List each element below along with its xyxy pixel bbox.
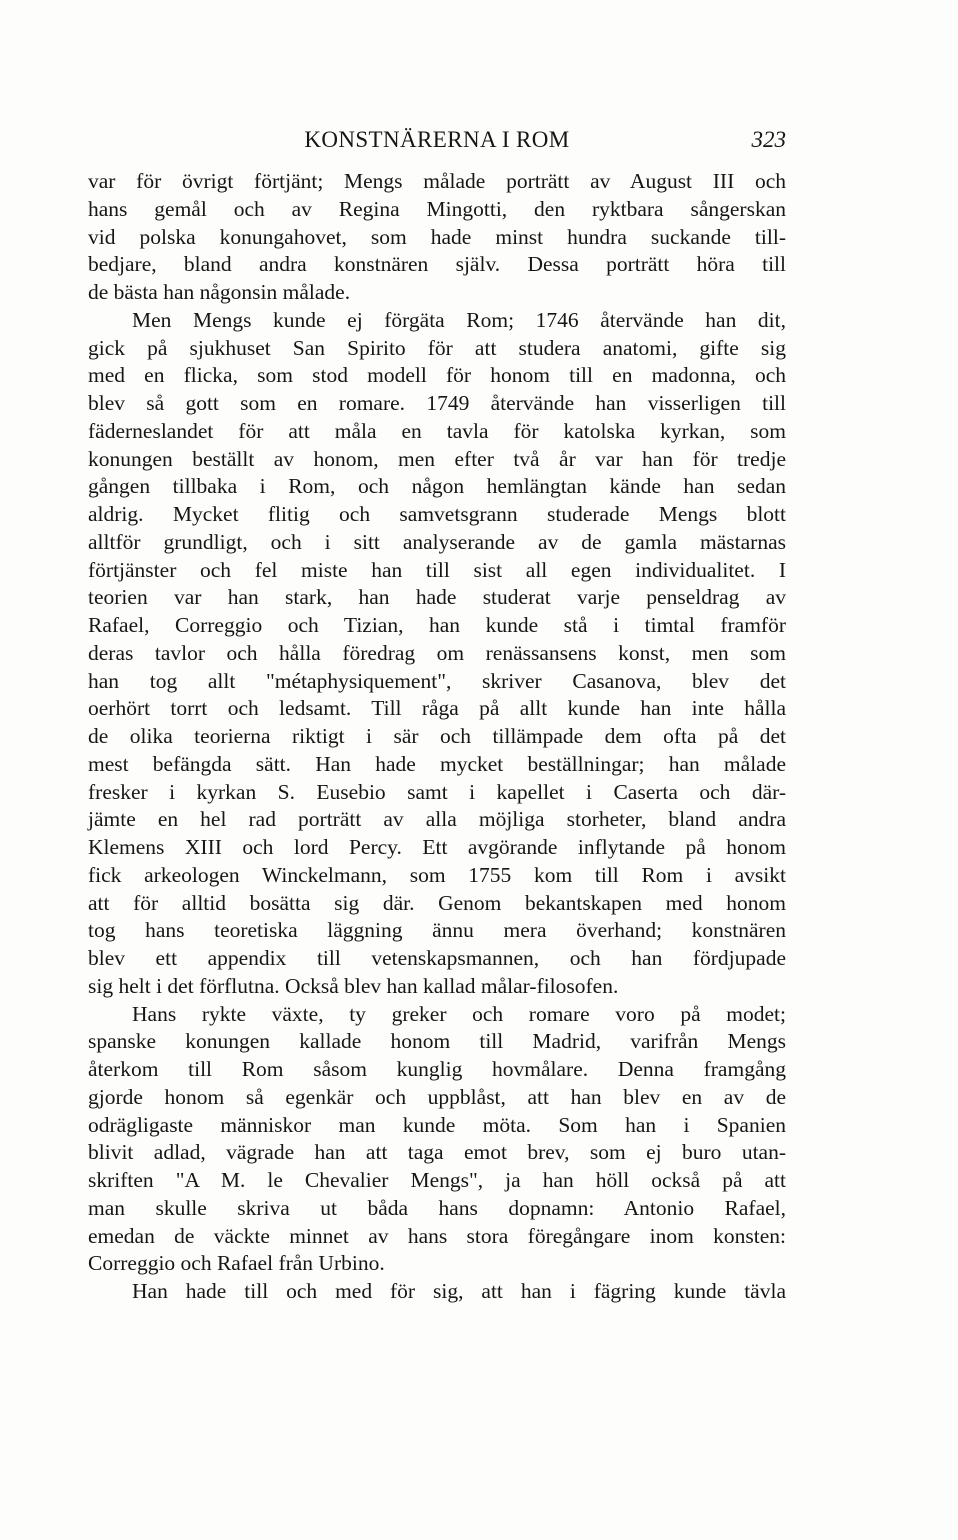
text-line: de bästa han någonsin målade. <box>88 280 351 304</box>
text-line: odrägligaste människor man kunde möta. Som han i Spanien <box>88 1112 786 1137</box>
text-line: oerhört torrt och ledsamt. Till råga på allt kunde han inte hålla <box>88 696 786 721</box>
text-line: blev ett appendix till vetenskapsmannen, och han fördjupade <box>88 946 786 970</box>
text-line: Rafael, Correggio och Tizian, han kunde stå i timtal framför <box>88 613 786 637</box>
text-line: tog hans teoretiska läggning ännu mera överhand; konstnären <box>88 918 786 943</box>
text-line: med en flicka, som stod modell för honom till en madonna, och <box>88 363 786 388</box>
text-line: hans gemål och av Regina Mingotti, den ryktbara sångerskan <box>88 196 786 221</box>
text-line: fresker i kyrkan S. Eusebio samt i kapellet i Caserta och där- <box>88 779 786 804</box>
text-line: blev så gott som en romare. 1749 återvände han visserligen till <box>88 391 786 415</box>
text-line: man skulle skriva ut båda hans dopnamn: Antonio Rafael, <box>88 1195 786 1220</box>
text-line: att för alltid bosätta sig där. Genom bekantskapen med honom <box>88 890 786 915</box>
page-number: 323 <box>751 127 786 152</box>
text-line: återkom till Rom såsom kunglig hovmålare. Denna framgång <box>88 1057 786 1081</box>
text-line: fäderneslandet för att måla en tavla för katolska kyrkan, som <box>88 418 786 443</box>
text-line: Correggio och Rafael från Urbino. <box>88 1251 385 1276</box>
text-line: gick på sjukhuset San Spirito för att studera anatomi, gifte sig <box>88 335 786 360</box>
text-line: gjorde honom så egenkär och uppblåst, att han blev en av de <box>88 1084 786 1109</box>
text-line: Han hade till och med för sig, att han i fägring kunde tävla <box>132 1279 786 1303</box>
text-line: gången tillbaka i Rom, och någon hemlängtan kände han sedan <box>88 474 786 499</box>
text-line: Men Mengs kunde ej förgäta Rom; 1746 återvände han dit, <box>132 307 786 332</box>
text-line: förtjänster och fel miste han till sist all egen individualitet. I <box>88 557 786 582</box>
text-line: Klemens XIII och lord Percy. Ett avgörande inflytande på honom <box>88 835 786 859</box>
text-line: Hans rykte växte, ty greker och romare voro på modet; <box>132 1001 786 1026</box>
text-line: alltför grundligt, och i sitt analyserande av de gamla mästarnas <box>88 529 786 554</box>
text-line: blivit adlad, vägrade han att taga emot brev, som ej buro utan- <box>88 1140 786 1165</box>
running-title: KONSTNÄRERNA I ROM <box>304 127 570 152</box>
text-line: emedan de väckte minnet av hans stora föregångare inom konsten: <box>88 1223 786 1248</box>
text-line: jämte en hel rad porträtt av alla möjliga storheter, bland andra <box>88 807 786 832</box>
text-line: han tog allt "métaphysiquement", skriver Casanova, blev det <box>88 668 786 693</box>
body-text <box>88 168 786 1306</box>
text-line: bedjare, bland andra konstnären själv. Dessa porträtt höra till <box>88 252 786 277</box>
text-line: teorien var han stark, han hade studerat varje penseldrag av <box>88 585 786 610</box>
text-line: fick arkeologen Winckelmann, som 1755 kom till Rom i avsikt <box>88 862 786 887</box>
text-line: sig helt i det förflutna. Också blev han kallad målar-filosofen. <box>88 973 619 998</box>
text-line: de olika teorierna riktigt i sär och tillämpade dem ofta på det <box>88 724 786 748</box>
text-line: konungen beställt av honom, men efter två år var han för tredje <box>88 446 786 471</box>
page-header <box>88 124 786 156</box>
text-line: spanske konungen kallade honom till Madrid, varifrån Mengs <box>88 1029 786 1054</box>
text-line: skriften "A M. le Chevalier Mengs", ja han höll också på att <box>88 1168 786 1192</box>
text-line: mest befängda sätt. Han hade mycket beställningar; han målade <box>88 751 786 776</box>
text-line: vid polska konungahovet, som hade minst hundra suckande till- <box>88 224 786 249</box>
text-line: aldrig. Mycket flitig och samvetsgrann studerade Mengs blott <box>88 502 786 526</box>
text-line: deras tavlor och hålla föredrag om renässansens konst, men som <box>88 640 786 665</box>
text-line: var för övrigt förtjänt; Mengs målade porträtt av August III och <box>88 169 786 193</box>
